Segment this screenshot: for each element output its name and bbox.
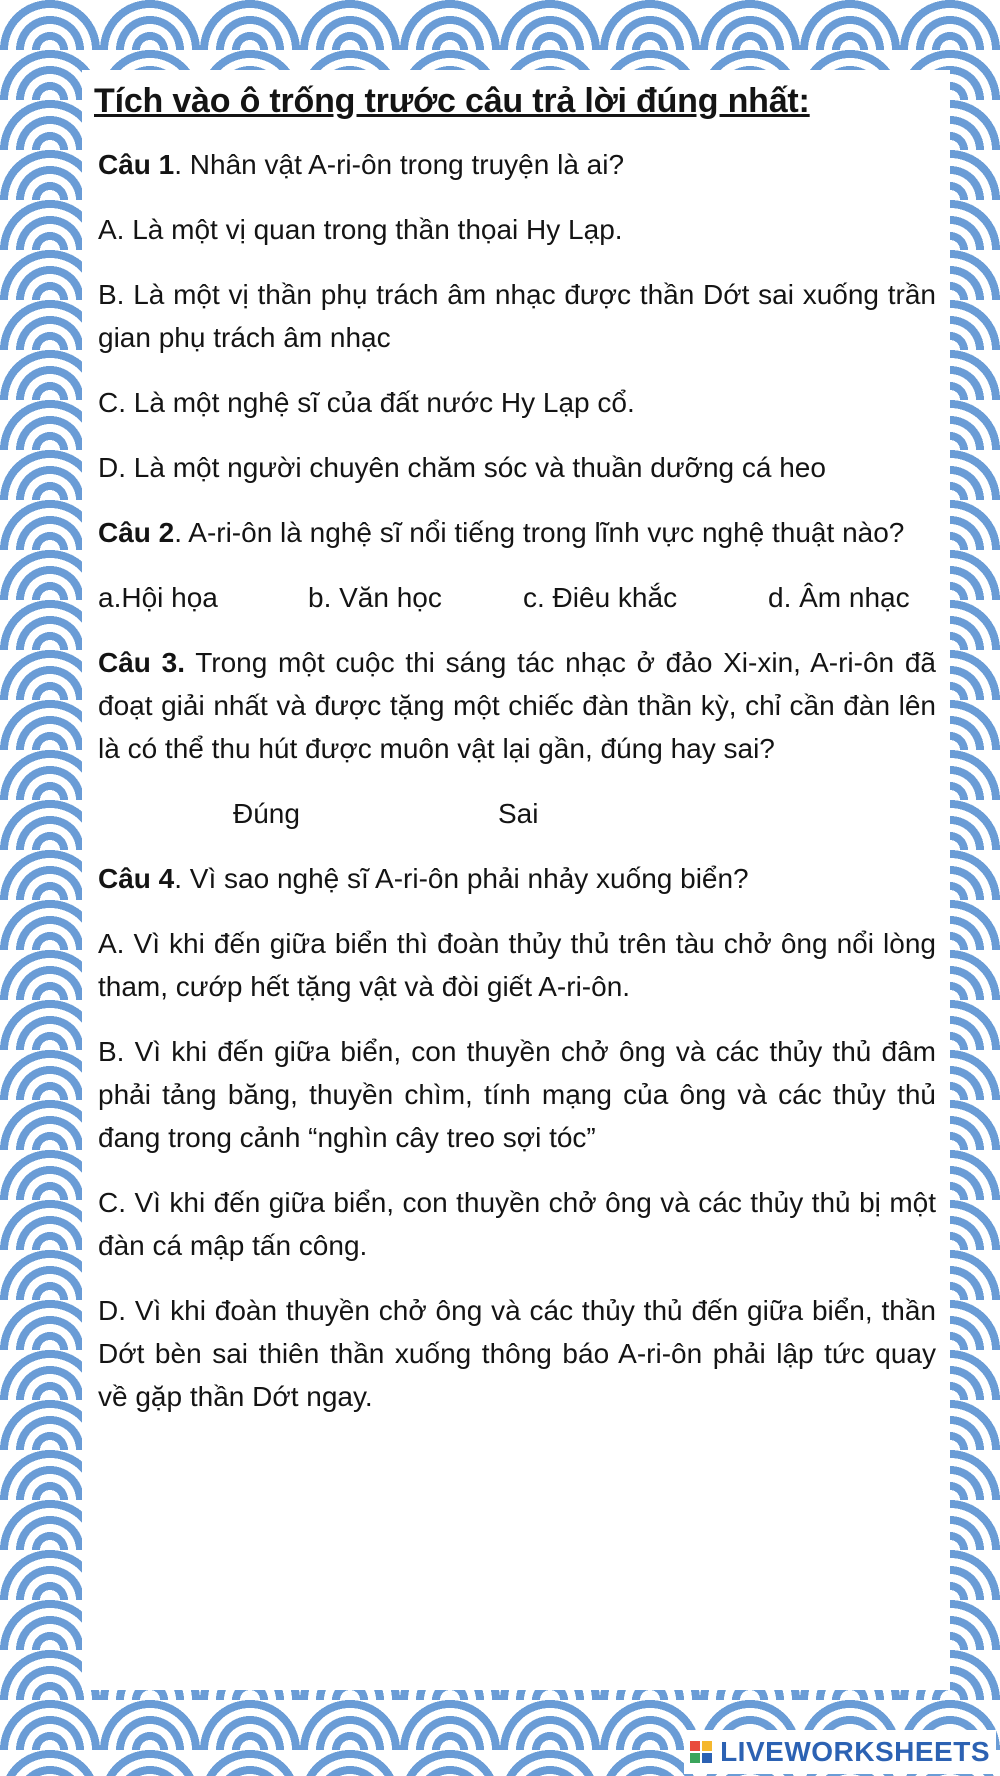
question-2	[98, 511, 936, 554]
q2-option-b[interactable]: b. Văn học	[308, 582, 442, 613]
question-text: . Vì sao nghệ sĩ A-ri-ôn phải nhảy xuống biển?	[174, 863, 749, 894]
q1-option-b[interactable]: B. Là một vị thần phụ trách âm nhạc được thần Dớt sai xuống trần gian phụ trách âm nhạc	[98, 279, 936, 353]
worksheet	[82, 70, 950, 1690]
q4-option-a[interactable]: A. Vì khi đến giữa biển thì đoàn thủy thủ trên tàu chở ông nổi lòng tham, cướp hết tặng vật và đòi giết A-ri-ôn.	[98, 928, 936, 1002]
liveworksheets-logo[interactable]	[684, 1730, 996, 1774]
instruction-heading: Tích vào ô trống trước câu trả lời đúng nhất:	[94, 82, 810, 120]
question-text: . Nhân vật A-ri-ôn trong truyện là ai?	[174, 149, 625, 180]
question-3	[98, 641, 936, 770]
q3-option-false[interactable]: Sai	[498, 798, 539, 829]
q2-options	[98, 576, 936, 619]
q2-option-c[interactable]: c. Điêu khắc	[523, 582, 678, 613]
logo-icon	[690, 1741, 712, 1763]
q1-option-a[interactable]: A. Là một vị quan trong thần thọai Hy Lạp.	[98, 214, 623, 245]
brand-name: LIVEWORKSHEETS	[720, 1736, 990, 1767]
question-label: Câu 4	[98, 863, 175, 894]
q4-option-b[interactable]: B. Vì khi đến giữa biển, con thuyền chở ông và các thủy thủ đâm phải tảng băng, thuyền chìm, tính mạng của ông và các thủy thủ đang trong cảnh “nghìn cây treo sợi tóc”	[98, 1036, 936, 1153]
q1-option-c[interactable]: C. Là một nghệ sĩ của đất nước Hy Lạp cổ.	[98, 387, 635, 418]
q4-option-c[interactable]: C. Vì khi đến giữa biển, con thuyền chở ông và các thủy thủ bị một đàn cá mập tấn công.	[98, 1187, 936, 1261]
q2-option-a[interactable]: a.Hội họa	[98, 582, 218, 613]
question-1	[98, 143, 936, 186]
question-text: . A-ri-ôn là nghệ sĩ nổi tiếng trong lĩnh vực nghệ thuật nào?	[174, 517, 905, 548]
q2-option-d[interactable]: d. Âm nhạc	[768, 582, 910, 613]
q3-option-true[interactable]: Đúng	[233, 798, 300, 829]
q4-option-d[interactable]: D. Vì khi đoàn thuyền chở ông và các thủy thủ đến giữa biển, thần Dớt bèn sai thiên thần xuống thông báo A-ri-ôn phải lập tức quay về gặp thần Dớt ngay.	[98, 1295, 936, 1412]
q1-option-d[interactable]: D. Là một người chuyên chăm sóc và thuần dưỡng cá heo	[98, 452, 826, 483]
q3-options	[233, 792, 936, 835]
question-4	[98, 857, 936, 900]
question-label: Câu 3.	[98, 647, 185, 678]
question-label: Câu 1	[98, 149, 175, 180]
question-text: Trong một cuộc thi sáng tác nhạc ở đảo Xi-xin, A-ri-ôn đã đoạt giải nhất và được tặng một chiếc đàn thần kỳ, chỉ cần đàn lên là có thể thu hút được muôn vật lại gần, đúng hay sai?	[98, 647, 936, 764]
question-label: Câu 2	[98, 517, 175, 548]
